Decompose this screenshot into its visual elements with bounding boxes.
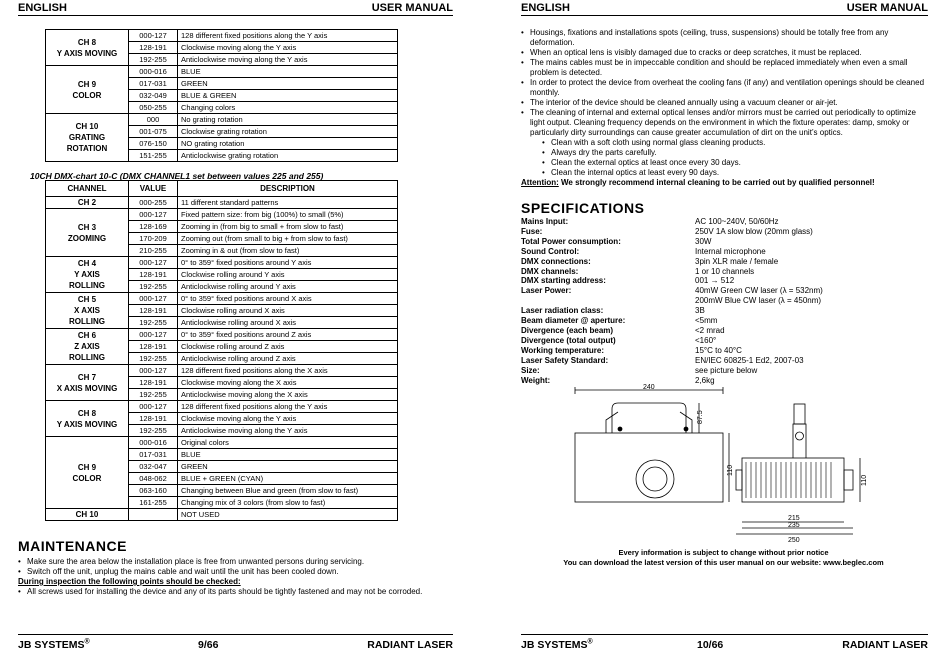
description-cell: Clockwise grating rotation — [178, 126, 398, 138]
spec-label: Fuse: — [521, 226, 543, 236]
footer-divider — [18, 634, 453, 635]
specifications-heading: SPECIFICATIONS — [521, 200, 645, 216]
value-cell: 076-150 — [129, 138, 178, 150]
table-row — [46, 329, 398, 341]
side-view-fins — [746, 462, 831, 498]
spec-label: Beam diameter @ aperture: — [521, 316, 626, 326]
table-row — [46, 257, 398, 269]
list-item: • The cleaning of internal and external optical lenses and/or mirrors must be carried out periodically to optimize light output. Cleaning frequency depends on the environment in which the fixture operates: damp, smoky or particularly dirty surroundings can cause greater accumulation of dirt on the unit’s optics. — [521, 108, 928, 138]
description-cell: Original colors — [178, 437, 398, 449]
inspection-heading: During inspection the following points should be checked: — [18, 577, 241, 586]
list-item: • Make sure the area below the installation place is free from unwanted persons during servicing. — [18, 557, 428, 567]
page-footer — [521, 639, 928, 652]
value-cell: 128-191 — [129, 377, 178, 389]
table-row — [46, 114, 398, 126]
footer-brand — [521, 639, 593, 651]
value-cell: 000-255 — [129, 197, 178, 209]
footer-product: RADIANT LASER — [367, 639, 453, 651]
description-cell: BLUE & GREEN — [178, 90, 398, 102]
footer-divider — [521, 634, 928, 635]
list-item: • The interior of the device should be cleaned annually using a vacuum cleaner or air-jet. — [521, 98, 928, 108]
value-cell: 151-255 — [129, 150, 178, 162]
description-cell: 11 different standard patterns — [178, 197, 398, 209]
description-cell: Zooming in & out (from slow to fast) — [178, 245, 398, 257]
cleaning-sub-list — [542, 138, 928, 178]
channel-cell: CH 10 GRATING ROTATION — [46, 114, 129, 162]
value-cell: 000-016 — [129, 437, 178, 449]
spec-row — [521, 247, 823, 257]
spec-label: Laser Safety Standard: — [521, 355, 609, 365]
table-row — [46, 209, 398, 221]
spec-label: Size: — [521, 365, 540, 375]
column-header: DESCRIPTION — [178, 181, 398, 197]
description-cell: Clockwise moving along the X axis — [178, 377, 398, 389]
chart-title: 10CH DMX-chart 10-C (DMX CHANNEL1 set between values 225 and 255) — [30, 171, 324, 181]
download-notice: You can download the latest version of this user manual on our website: www.beglec.com — [563, 558, 884, 567]
front-view-body — [575, 433, 723, 502]
channel-cell: CH 9 COLOR — [46, 437, 129, 509]
spec-value: 15°C to 40°C — [695, 345, 742, 355]
spec-value: 30W — [695, 236, 712, 246]
spec-row — [521, 217, 823, 227]
value-cell: 000-127 — [129, 257, 178, 269]
header-divider — [521, 15, 928, 16]
spec-value: AC 100~240V, 50/60Hz — [695, 217, 779, 226]
description-cell: BLUE — [178, 66, 398, 78]
channel-cell: CH 5 X AXIS ROLLING — [46, 293, 129, 329]
spec-row — [521, 366, 823, 376]
description-cell: Changing mix of 3 colors (from slow to fast) — [178, 497, 398, 509]
spec-value: <5mm — [695, 316, 718, 326]
attention-note — [521, 178, 928, 188]
value-cell: 048-062 — [129, 473, 178, 485]
table-row — [46, 365, 398, 377]
channel-cell: CH 6 Z AXIS ROLLING — [46, 329, 129, 365]
spec-row — [521, 316, 823, 326]
front-view-bracket — [612, 403, 686, 433]
change-notice: Every information is subject to change without prior notice — [618, 548, 829, 557]
description-cell: Changing colors — [178, 102, 398, 114]
column-header: VALUE — [129, 181, 178, 197]
channel-cell: CH 3 ZOOMING — [46, 209, 129, 257]
table-row — [46, 401, 398, 413]
dim-height-side-label: 110 — [861, 474, 868, 486]
list-item: • The mains cables must be in impeccable condition and should be replaced immediately when even a small problem is detected. — [521, 58, 928, 78]
side-view-knob — [796, 432, 804, 440]
table-row — [46, 509, 398, 521]
description-cell: Anticlockwise rolling around X axis — [178, 317, 398, 329]
spec-row — [521, 336, 823, 346]
spec-value: <160° — [695, 335, 717, 345]
value-cell: 128-191 — [129, 269, 178, 281]
spec-row — [521, 326, 823, 336]
value-cell: 161-255 — [129, 497, 178, 509]
spec-label: Laser radiation class: — [521, 306, 604, 316]
value-cell: 128-191 — [129, 341, 178, 353]
registered-mark: ® — [84, 638, 90, 646]
maintenance-heading: MAINTENANCE — [18, 538, 127, 554]
header-title: USER MANUAL — [846, 2, 928, 14]
value-cell: 063-160 — [129, 485, 178, 497]
registered-mark: ® — [587, 638, 593, 646]
description-cell: Anticlockwise moving along the Y axis — [178, 425, 398, 437]
header-title: USER MANUAL — [371, 2, 453, 14]
list-item: • When an optical lens is visibly damaged due to cracks or deep scratches, it must be replaced. — [521, 48, 928, 58]
list-item: • In order to protect the device from overheat the cooling fans (if any) and ventilation openings should be cleaned monthly. — [521, 78, 928, 98]
value-cell: 050-255 — [129, 102, 178, 114]
description-cell: Clockwise moving along the Y axis — [178, 42, 398, 54]
value-cell — [129, 509, 178, 521]
value-cell: 017-031 — [129, 78, 178, 90]
value-cell: 000-016 — [129, 66, 178, 78]
dim-bracket-label: 87.5 — [697, 410, 704, 424]
spec-value: 001 → 512 — [695, 276, 735, 286]
spec-value: 250V 1A slow blow (20mm glass) — [695, 226, 813, 236]
table-row — [46, 197, 398, 209]
description-cell: 128 different fixed positions along the Y axis — [178, 30, 398, 42]
description-cell: Clockwise rolling around Z axis — [178, 341, 398, 353]
spec-label: Divergence (each beam) — [521, 325, 614, 335]
spec-row — [521, 286, 823, 296]
description-cell: Clockwise rolling around Y axis — [178, 269, 398, 281]
side-view-body — [742, 458, 844, 502]
list-item: • All screws used for installing the device and any of its parts should be tightly fastened and may not be corroded. — [18, 587, 428, 597]
inspection-list — [18, 587, 428, 597]
spec-value: 2,6kg — [695, 375, 715, 385]
value-cell: 192-255 — [129, 54, 178, 66]
channel-cell: CH 2 — [46, 197, 129, 209]
spec-row — [521, 346, 823, 356]
spec-label: Total Power consumption: — [521, 236, 621, 246]
value-cell: 192-255 — [129, 389, 178, 401]
description-cell: NO grating rotation — [178, 138, 398, 150]
value-cell: 128-191 — [129, 305, 178, 317]
spec-value: Internal microphone — [695, 246, 766, 256]
list-item: • Clean the external optics at least once every 30 days. — [542, 158, 928, 168]
front-view-knob-left — [618, 427, 622, 431]
footer-brand — [18, 639, 90, 651]
specifications-table — [521, 217, 823, 385]
channel-cell: CH 10 — [46, 509, 129, 521]
description-cell: NOT USED — [178, 509, 398, 521]
spec-value: 200mW Blue CW laser (λ = 450nm) — [695, 296, 822, 306]
table-row — [46, 30, 398, 42]
spec-row — [521, 257, 823, 267]
side-view-front-plate — [736, 470, 742, 490]
page-footer — [18, 639, 453, 652]
description-cell: BLUE — [178, 449, 398, 461]
value-cell: 001-075 — [129, 126, 178, 138]
spec-label: Working temperature: — [521, 345, 604, 355]
value-cell: 000-127 — [129, 209, 178, 221]
dim-width-top-label: 240 — [643, 384, 655, 391]
list-item: • Clean with a soft cloth using normal glass cleaning products. — [542, 138, 928, 148]
spec-label: Divergence (total output) — [521, 335, 616, 345]
front-view-lens-ring — [636, 460, 674, 498]
table-header-row — [46, 181, 398, 197]
description-cell: Anticlockwise grating rotation — [178, 150, 398, 162]
spec-label: DMX starting address: — [521, 276, 606, 286]
spec-row — [521, 227, 823, 237]
dim-height-front-label: 110 — [727, 464, 734, 476]
dmx-table-continued — [45, 29, 398, 162]
spec-value: 3pin XLR male / female — [695, 256, 779, 266]
value-cell: 017-031 — [129, 449, 178, 461]
side-view-rear-plate — [844, 470, 853, 490]
spec-row — [521, 306, 823, 316]
maintenance-list — [18, 557, 428, 577]
value-cell: 000-127 — [129, 401, 178, 413]
front-view-knob-right — [684, 427, 688, 431]
channel-cell: CH 4 Y AXIS ROLLING — [46, 257, 129, 293]
value-cell: 000-127 — [129, 365, 178, 377]
page-number: 10/66 — [697, 639, 724, 651]
header-language: ENGLISH — [18, 2, 67, 14]
header-language: ENGLISH — [521, 2, 570, 14]
spec-value: EN/IEC 60825-1 Ed2, 2007-03 — [695, 355, 804, 365]
dim-len-total-label: 250 — [788, 537, 800, 544]
dmx-chart-10c-table — [45, 180, 398, 521]
value-cell: 000-127 — [129, 329, 178, 341]
description-cell: GREEN — [178, 461, 398, 473]
value-cell: 000-127 — [129, 30, 178, 42]
description-cell: GREEN — [178, 78, 398, 90]
dimension-drawing — [560, 384, 890, 544]
list-item: • Clean the internal optics at least every 90 days. — [542, 168, 928, 178]
column-header: CHANNEL — [46, 181, 129, 197]
list-item: • Switch off the unit, unplug the mains cable and wait until the unit has been cooled down. — [18, 567, 428, 577]
spec-value: 40mW Green CW laser (λ = 532nm) — [695, 286, 823, 296]
channel-cell: CH 7 X AXIS MOVING — [46, 365, 129, 401]
description-cell: 128 different fixed positions along the X axis — [178, 365, 398, 377]
spec-value: 1 or 10 channels — [695, 266, 755, 276]
description-cell: Changing between Blue and green (from slow to fast) — [178, 485, 398, 497]
notice-block — [521, 548, 926, 568]
description-cell: Anticlockwise moving along the X axis — [178, 389, 398, 401]
list-item: • Housings, fixations and installations spots (ceiling, truss, suspensions) should be totally free from any deformation. — [521, 28, 928, 48]
spec-row — [521, 356, 823, 366]
page-header — [18, 2, 453, 16]
spec-label: DMX channels: — [521, 266, 579, 276]
description-cell: 0° to 359° fixed positions around X axis — [178, 293, 398, 305]
description-cell: Clockwise moving along the Y axis — [178, 413, 398, 425]
maintenance-continued — [521, 28, 928, 188]
description-cell: 0° to 359° fixed positions around Y axis — [178, 257, 398, 269]
side-view-bracket — [793, 424, 806, 458]
dim-len-inner-label: 215 — [788, 515, 800, 522]
header-divider — [18, 15, 453, 16]
spec-row — [521, 267, 823, 277]
spec-row — [521, 296, 823, 306]
description-cell: 0° to 359° fixed positions around Z axis — [178, 329, 398, 341]
description-cell: Anticlockwise rolling around Y axis — [178, 281, 398, 293]
value-cell: 032-047 — [129, 461, 178, 473]
table-row — [46, 293, 398, 305]
description-cell: Clockwise rolling around X axis — [178, 305, 398, 317]
side-view-bracket-top — [794, 404, 805, 424]
dim-len-mid-label: 235 — [788, 522, 800, 529]
value-cell: 128-191 — [129, 413, 178, 425]
spec-value: 3B — [695, 306, 705, 316]
attention-text: We strongly recommend internal cleaning to be carried out by qualified personnel! — [558, 178, 875, 187]
description-cell: Fixed pattern size: from big (100%) to small (5%) — [178, 209, 398, 221]
brand-name: JB SYSTEMS — [18, 639, 85, 651]
description-cell: 128 different fixed positions along the Y axis — [178, 401, 398, 413]
value-cell: 000 — [129, 114, 178, 126]
value-cell: 128-169 — [129, 221, 178, 233]
spec-row — [521, 237, 823, 247]
brand-name: JB SYSTEMS — [521, 639, 588, 651]
page-header — [521, 2, 928, 16]
list-item: • Always dry the parts carefully. — [542, 148, 928, 158]
front-view-lens — [643, 467, 667, 491]
value-cell: 192-255 — [129, 353, 178, 365]
page-number: 9/66 — [198, 639, 219, 651]
channel-cell: CH 9 COLOR — [46, 66, 129, 114]
maintenance-list — [521, 28, 928, 138]
spec-label: Sound Control: — [521, 246, 580, 256]
spec-row — [521, 276, 823, 286]
footer-product: RADIANT LASER — [842, 639, 928, 651]
value-cell: 210-255 — [129, 245, 178, 257]
description-cell: No grating rotation — [178, 114, 398, 126]
channel-cell: CH 8 Y AXIS MOVING — [46, 401, 129, 437]
description-cell: Zooming in (from big to small + from slow to fast) — [178, 221, 398, 233]
description-cell: BLUE + GREEN (CYAN) — [178, 473, 398, 485]
spec-label: Laser Power: — [521, 286, 572, 296]
description-cell: Zooming out (from small to big + from slow to fast) — [178, 233, 398, 245]
value-cell: 128-191 — [129, 42, 178, 54]
value-cell: 192-255 — [129, 317, 178, 329]
value-cell: 000-127 — [129, 293, 178, 305]
description-cell: Anticlockwise rolling around Z axis — [178, 353, 398, 365]
spec-label: Mains Input: — [521, 217, 569, 226]
spec-value: see picture below — [695, 365, 758, 375]
maintenance-body — [18, 557, 428, 597]
description-cell: Anticlockwise moving along the Y axis — [178, 54, 398, 66]
channel-cell: CH 8 Y AXIS MOVING — [46, 30, 129, 66]
value-cell: 032-049 — [129, 90, 178, 102]
attention-label: Attention: — [521, 178, 559, 187]
spec-value: <2 mrad — [695, 325, 725, 335]
value-cell: 192-255 — [129, 281, 178, 293]
table-row — [46, 66, 398, 78]
value-cell: 170-209 — [129, 233, 178, 245]
spec-label: DMX connections: — [521, 256, 591, 266]
table-row — [46, 437, 398, 449]
spec-label: Weight: — [521, 375, 551, 385]
value-cell: 192-255 — [129, 425, 178, 437]
spec-label — [521, 296, 695, 306]
